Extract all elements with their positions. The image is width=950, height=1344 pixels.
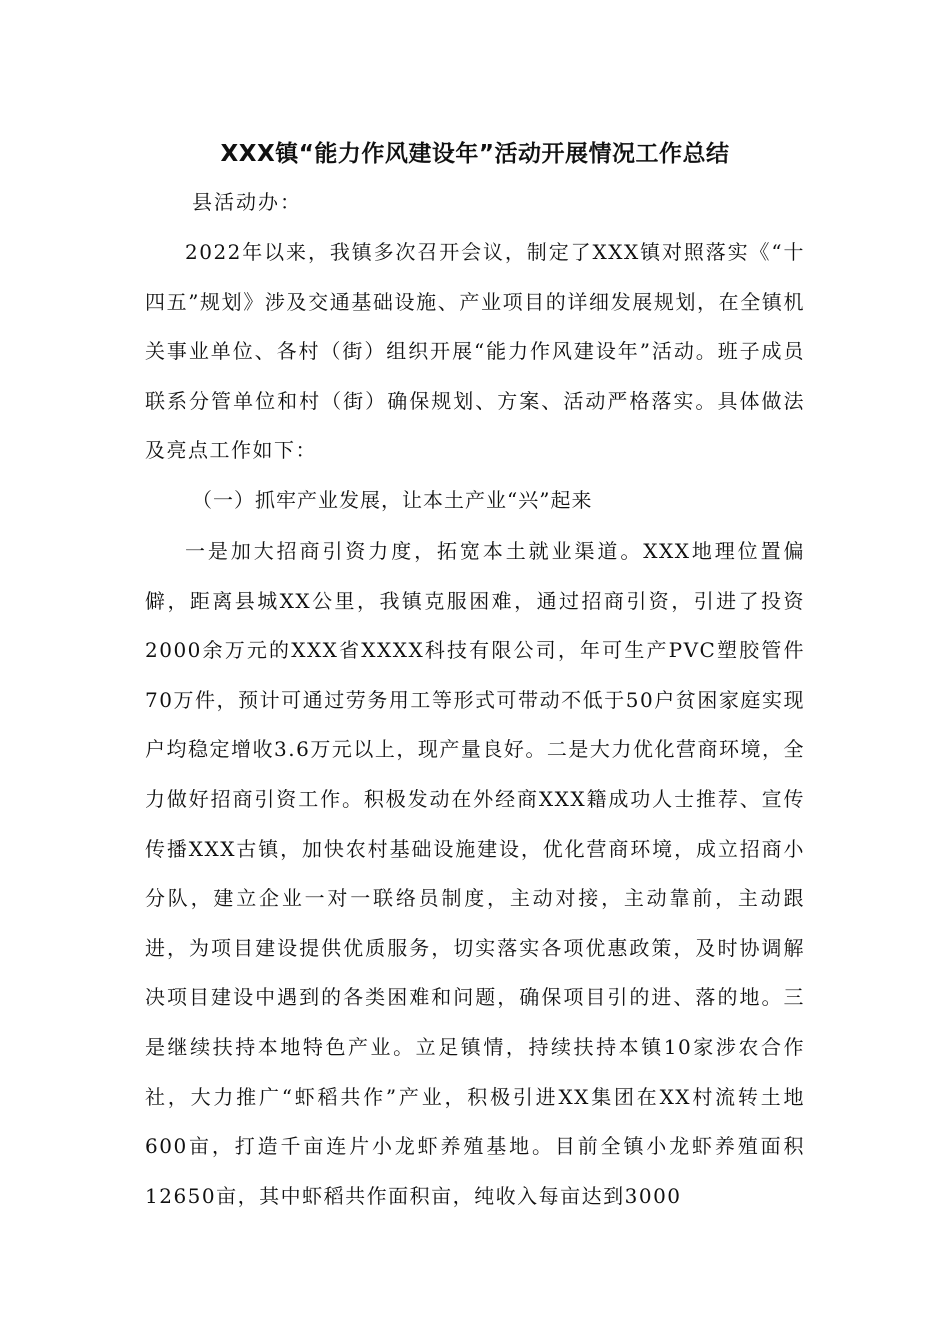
document-title: XXX镇“能力作风建设年”活动开展情况工作总结 <box>220 141 730 167</box>
intro-paragraph: 2022年以来，我镇多次召开会议，制定了XXX镇对照落实《“十四五”规划》涉及交通基础设施、产业项目的详细发展规划，在全镇机关事业单位、各村（街）组织开展“能力作风建设年”活动。班子成员联系分管单位和村（街）确保规划、方案、活动严格落实。具体做法及亮点工作如下： <box>145 240 805 463</box>
section-heading: （一）抓牢产业发展，让本土产业“兴”起来 <box>192 488 593 512</box>
salutation: 县活动办： <box>192 190 302 214</box>
section-paragraph: 一是加大招商引资力度，拓宽本土就业渠道。XXX地理位置偏僻，距离县城XX公里，我镇克服困难，通过招商引资，引进了投资2000余万元的XXX省XXXX科技有限公司，年可生产PVC塑胶管件70万件，预计可通过劳务用工等形式可带动不低于50户贫困家庭实现户均稳定增收3.6万元以上，现产量良好。二是大力优化营商环境，全力做好招商引资工作。积极发动在外经商XXX籍成功人士推荐、宣传传播XXX古镇，加快农村基础设施建设，优化营商环境，成立招商小分队，建立企业一对一联络员制度，主动对接，主动靠前，主动跟进，为项目建设提供优质服务，切实落实各项优惠政策，及时协调解决项目建设中遇到的各类困难和问题，确保项目引的进、落的地。三是继续扶持本地特色产业。立足镇情，持续扶持本镇10家涉农合作社，大力推广“虾稻共作”产业，积极引进XX集团在XX村流转土地600亩，打造千亩连片小龙虾养殖基地。目前全镇小龙虾养殖面积12650亩，其中虾稻共作面积亩，纯收入每亩达到3000 <box>145 539 805 1208</box>
